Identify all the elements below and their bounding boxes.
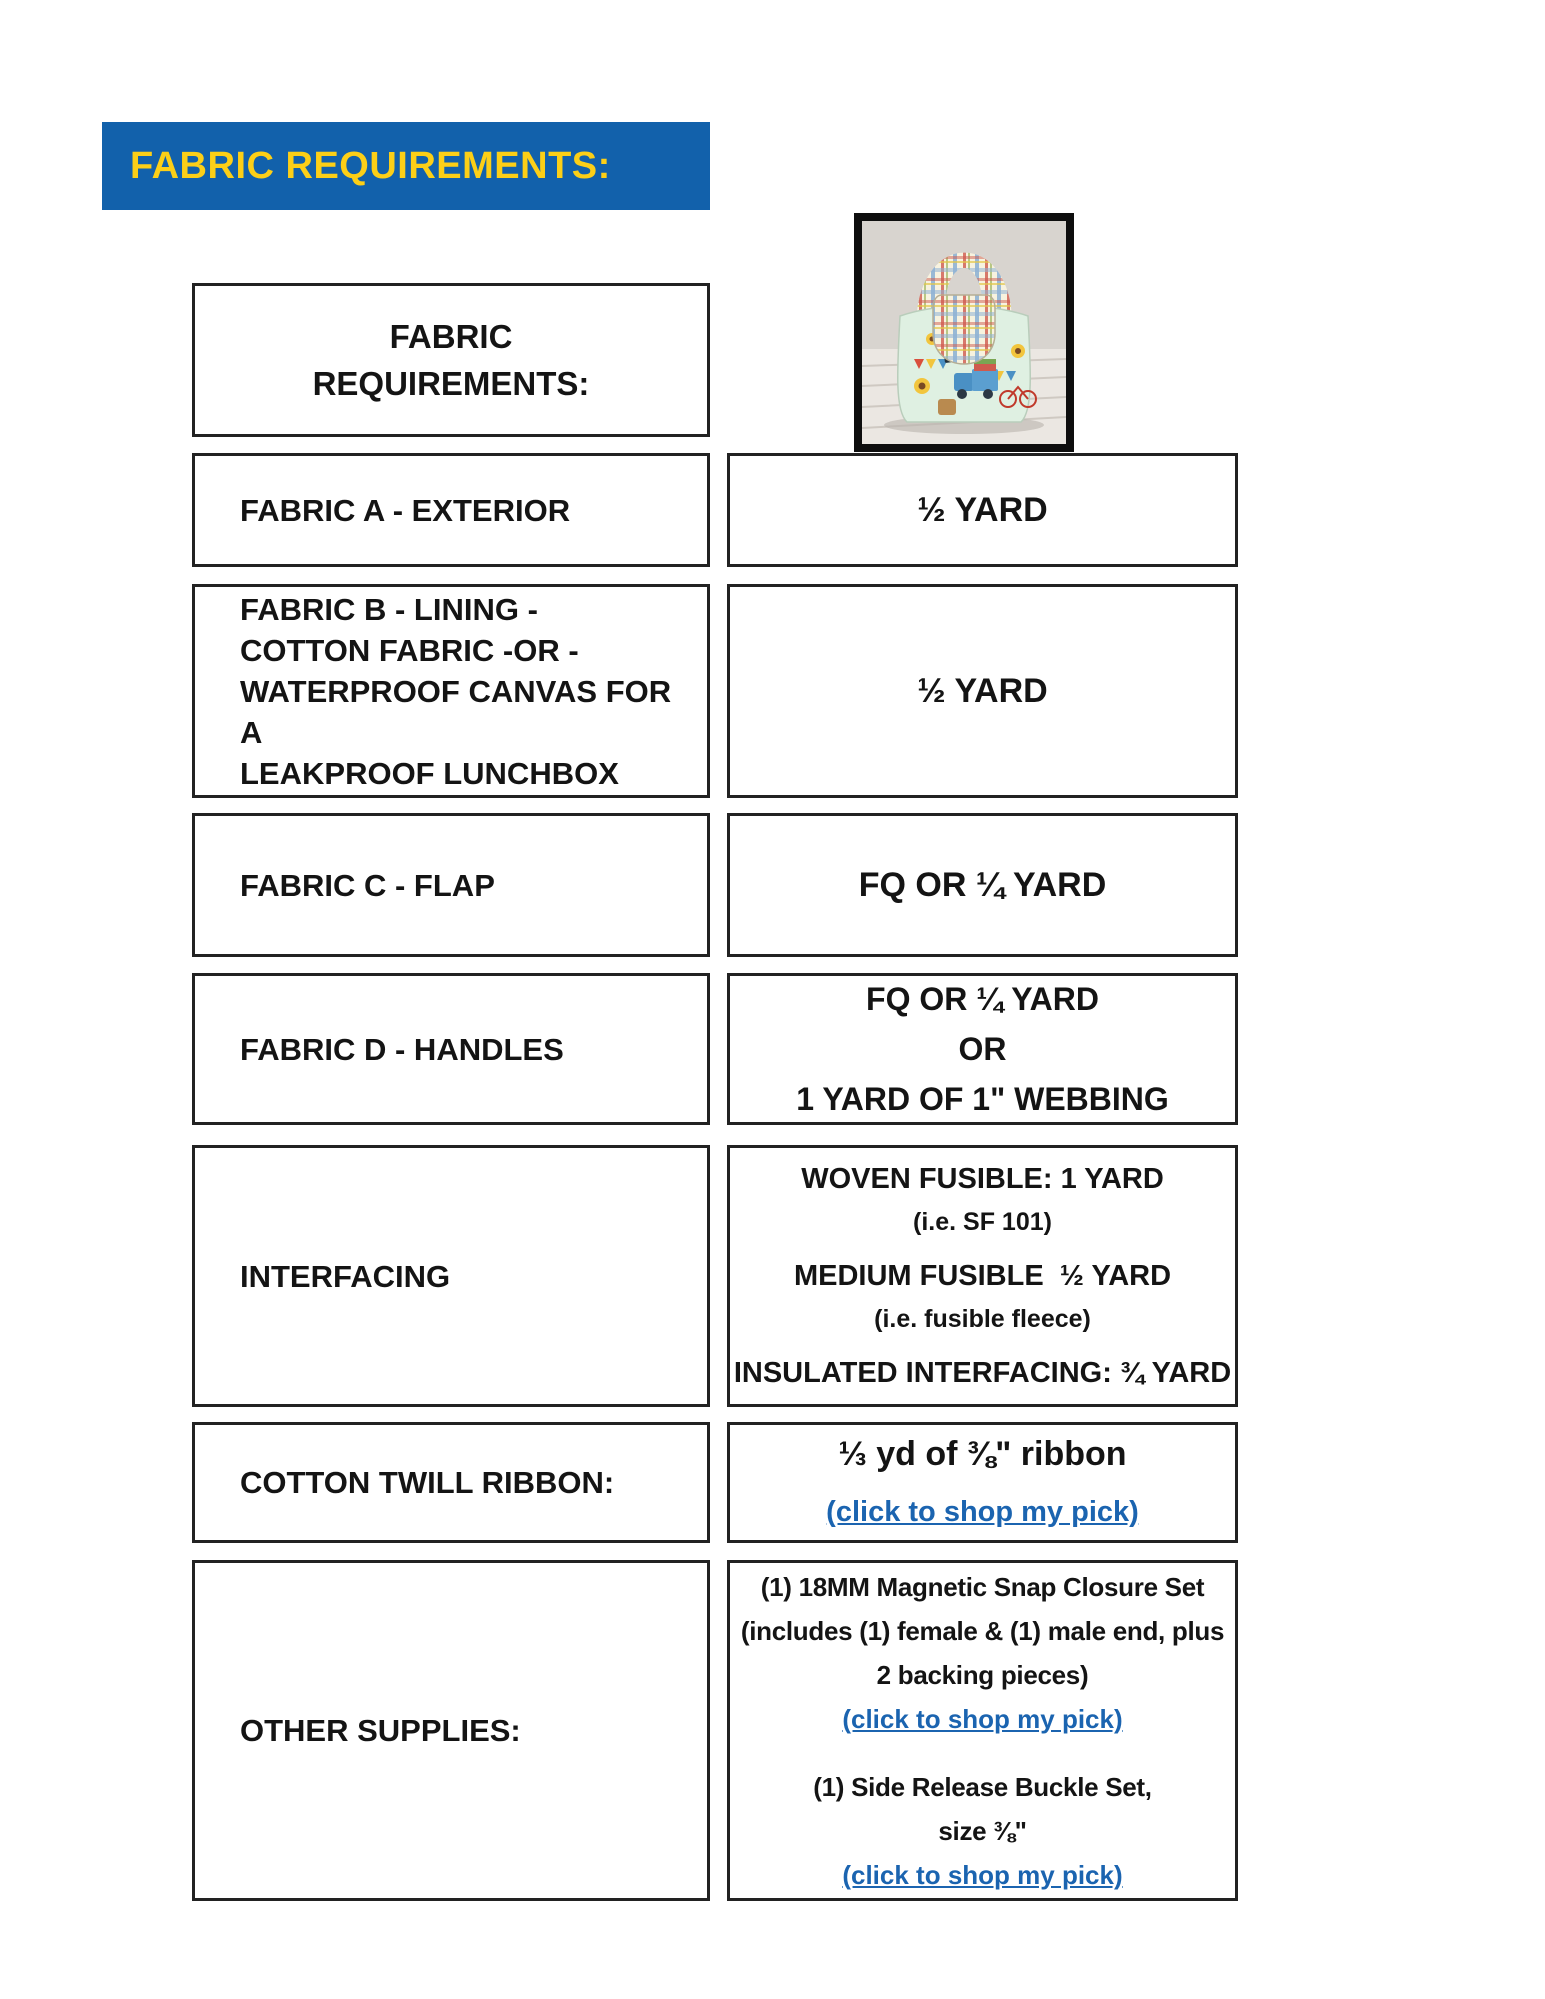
cell-ribbon-value [727,1422,1238,1543]
cell-fabric-d-label [192,973,710,1125]
cell-fabric-b-value [727,584,1238,798]
fabric-b-value: ½ YARD [917,672,1048,710]
ribbon-shop-link[interactable]: (click to shop my pick) [826,1495,1139,1528]
fabric-c-value: FQ OR ¼ YARD [858,866,1107,904]
cell-interfacing-label [192,1145,710,1407]
cell-fabric-a-label [192,453,710,567]
magnetic-snap-shop-link[interactable]: (click to shop my pick) [842,1703,1123,1734]
ribbon-label: COTTON TWILL RIBBON: [240,1465,615,1500]
buckle-shop-link[interactable]: (click to shop my pick) [842,1859,1123,1890]
interfacing-woven-fusible: WOVEN FUSIBLE: 1 YARD [801,1163,1164,1195]
cell-fabric-c-value [727,813,1238,957]
magnetic-snap-line3: 2 backing pieces) [876,1659,1089,1690]
buckle-line2: size ⅜" [938,1815,1027,1846]
fabric-a-label: FABRIC A - EXTERIOR [240,492,571,528]
fabric-a-value: ½ YARD [917,491,1048,529]
magnetic-snap-line2: (includes (1) female & (1) male end, plus [740,1615,1225,1646]
interfacing-insulated: INSULATED INTERFACING: ¾ YARD [733,1357,1232,1389]
interfacing-medium-example: (i.e. fusible fleece) [874,1305,1091,1333]
fabric-d-value-line2: OR [958,1031,1007,1067]
cell-other-supplies-value [727,1560,1238,1901]
fabric-b-label-line2: COTTON FABRIC -OR - [240,632,579,668]
buckle-line1: (1) Side Release Buckle Set, [813,1771,1152,1802]
bag-photo [854,213,1074,452]
banner-title: FABRIC REQUIREMENTS: [130,144,611,187]
cell-ribbon-label [192,1422,710,1543]
cell-fabric-a-value [727,453,1238,567]
cell-interfacing-value [727,1145,1238,1407]
fabric-d-value-line1: FQ OR ¼ YARD [866,981,1099,1017]
cell-fabric-c-label [192,813,710,957]
interfacing-woven-example: (i.e. SF 101) [913,1208,1052,1236]
fabric-d-label: FABRIC D - HANDLES [240,1031,564,1067]
fabric-d-value-line3: 1 YARD OF 1" WEBBING [796,1081,1169,1117]
fabric-c-label: FABRIC C - FLAP [240,867,495,903]
cell-fabric-d-value [727,973,1238,1125]
fabric-requirements-banner [102,122,710,210]
other-supplies-label: OTHER SUPPLIES: [240,1713,521,1748]
cell-table-title [192,283,710,437]
cell-fabric-b-label [192,584,710,798]
cell-other-supplies-label [192,1560,710,1901]
interfacing-medium-fusible: MEDIUM FUSIBLE ½ YARD [793,1260,1172,1292]
magnetic-snap-line1: (1) 18MM Magnetic Snap Closure Set [760,1571,1205,1602]
interfacing-label: INTERFACING [240,1258,451,1294]
fabric-b-label-line3: WATERPROOF CANVAS FOR A [240,673,672,750]
ribbon-value: ⅓ yd of ⅜" ribbon [838,1434,1127,1473]
fabric-b-label-line4: LEAKPROOF LUNCHBOX [240,755,619,791]
bag-photo-illustration [862,221,1066,444]
table-title-line2: REQUIREMENTS: [312,365,590,402]
table-title-line1: FABRIC [389,318,513,355]
fabric-b-label-line1: FABRIC B - LINING - [240,591,538,627]
